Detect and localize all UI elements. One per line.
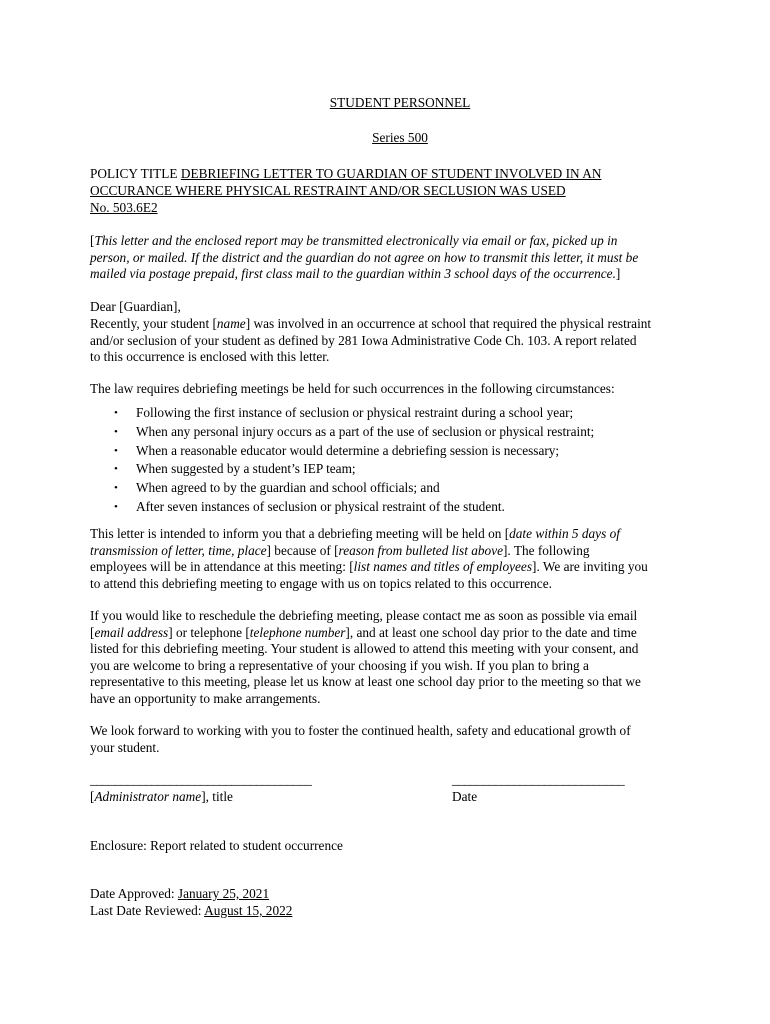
admin-title-text: ], title	[201, 789, 233, 804]
list-item	[90, 442, 594, 461]
paragraph-3-line-2	[90, 543, 648, 560]
paragraph-3	[90, 526, 648, 592]
intro-note-text-3: mailed via postage prepaid, first class mail to the guardian within 3 school days of the occurrence.	[90, 266, 616, 282]
list-item	[90, 479, 594, 498]
salutation: Dear [Guardian],	[90, 299, 181, 314]
p3-text-d: employees will be in attendance at this meeting: [	[90, 559, 354, 575]
policy-title-line-2	[90, 183, 566, 200]
intro-note-line-1	[90, 233, 638, 250]
p1-text-b: ] was involved in an occurrence at school that required the physical restraint	[245, 316, 652, 331]
p1-text-a: Recently, your student [	[90, 316, 217, 331]
p1-field-name: name	[216, 316, 246, 331]
list-item	[90, 423, 594, 442]
p3-text-e: ]. We are inviting you	[532, 559, 648, 575]
intro-note-line-3	[90, 266, 638, 283]
admin-bracket-open: [	[90, 789, 95, 804]
list-item-text: Following the first instance of seclusion or physical restraint during a school year;	[136, 405, 574, 420]
series-heading	[90, 130, 710, 147]
list-item	[90, 460, 594, 479]
document-page	[90, 0, 690, 1024]
paragraph-5-line-1: We look forward to working with you to foster the continued health, safety and educational growth of	[90, 723, 631, 738]
policy-title-text-2: OCCURANCE WHERE PHYSICAL RESTRAINT AND/OR SECLUSION WAS USED	[90, 183, 566, 198]
bullet-icon: •	[114, 425, 118, 438]
p4-text-a: ] or telephone [	[168, 624, 250, 640]
paragraph-3-line-4: to attend this debriefing meeting to engage with us on topics related to this occurrence.	[90, 575, 552, 591]
last-date-reviewed-label: Last Date Reviewed:	[90, 903, 205, 918]
list-item	[90, 498, 594, 517]
last-date-reviewed	[90, 903, 292, 920]
p4-field-email: email address	[94, 624, 169, 640]
date-approved-value: January 25, 2021	[177, 886, 270, 901]
bracket-close: ]	[615, 266, 621, 282]
p4-bracket-open: [	[90, 624, 95, 640]
paragraph-5	[90, 723, 631, 756]
list-item-text: When any personal injury occurs as a part of the use of seclusion or physical restraint;	[136, 423, 595, 439]
paragraph-3-line-3	[90, 559, 648, 576]
paragraph-1	[90, 316, 651, 366]
paragraph-2-intro: The law requires debriefing meetings be held for such occurrences in the following circumstances:	[90, 381, 615, 396]
list-item-text: After seven instances of seclusion or physical restraint of the student.	[136, 498, 505, 514]
p4-text-b: ], and at least one school day prior to the date and time	[345, 624, 637, 640]
list-item-text: When a reasonable educator would determine a debriefing session is necessary;	[136, 442, 560, 458]
date-label: Date	[452, 789, 478, 804]
date-approved-label: Date Approved:	[90, 886, 178, 901]
list-item-text: When suggested by a student’s IEP team;	[136, 461, 356, 477]
intro-note	[90, 233, 638, 283]
bullet-icon: •	[114, 482, 118, 495]
p3-text-a: This letter is intended to inform you that a debriefing meeting will be held on [	[90, 526, 510, 541]
paragraph-5-line-2: your student.	[90, 739, 160, 755]
last-date-reviewed-value: August 15, 2022	[204, 903, 293, 918]
policy-title-label: POLICY TITLE	[90, 166, 181, 181]
administrator-signature-label	[90, 789, 233, 806]
circumstances-list	[90, 404, 594, 517]
paragraph-4-line-5: representative to this meeting, please let us know at least one school day prior to the meeting so that we	[90, 674, 641, 690]
p3-text-b: ] because of [	[266, 542, 339, 558]
signature-line-right: ____________________________	[452, 772, 625, 787]
bullet-icon: •	[114, 407, 118, 419]
p3-field-reason: reason from bulleted list above	[338, 542, 503, 558]
section-heading	[90, 95, 710, 112]
admin-name-field: Administrator name	[94, 789, 202, 804]
enclosure-note: Enclosure: Report related to student occurrence	[90, 838, 343, 853]
p4-field-phone: telephone number	[249, 624, 346, 640]
policy-title-text-1: DEBRIEFING LETTER TO GUARDIAN OF STUDENT INVOLVED IN AN	[180, 166, 602, 181]
intro-note-line-2: person, or mailed. If the district and the guardian do not agree on how to transmit this letter, it must be	[90, 249, 639, 265]
list-item	[90, 404, 594, 423]
paragraph-1-line-3: to this occurrence is enclosed with this letter.	[90, 349, 330, 365]
paragraph-4-line-6: have an opportunity to make arrangements.	[90, 690, 321, 706]
paragraph-4-line-2	[90, 625, 641, 642]
list-item-text: When agreed to by the guardian and school officials; and	[136, 480, 440, 496]
paragraph-4	[90, 608, 641, 708]
p3-field-employees: list names and titles of employees	[353, 559, 533, 575]
paragraph-4-line-3: listed for this debriefing meeting. Your student is allowed to attend this meeting with your consent, and	[90, 641, 639, 657]
bullet-icon: •	[114, 463, 118, 476]
paragraph-3-line-1	[90, 526, 648, 543]
bullet-icon: •	[114, 500, 118, 513]
bullet-icon: •	[114, 444, 118, 457]
p3-text-c: ]. The following	[503, 542, 590, 558]
paragraph-1-line-2: and/or seclusion of your student as defined by 281 Iowa Administrative Code Ch. 103. A report related	[90, 332, 637, 348]
policy-number-text: No. 503.6E2	[90, 200, 158, 215]
p3-field-transmission: transmission of letter, time, place	[90, 542, 267, 558]
p3-field-date: date within 5 days of	[509, 526, 620, 541]
intro-note-text-1: This letter and the enclosed report may be transmitted electronically via email or fax, picked up in	[94, 233, 618, 248]
signature-line-left: ____________________________________	[90, 772, 312, 787]
series-heading-text: Series 500	[372, 130, 428, 145]
paragraph-4-line-4: you are welcome to bring a representative of your choosing if you wish. If you plan to bring a	[90, 657, 589, 673]
paragraph-4-line-1: If you would like to reschedule the debriefing meeting, please contact me as soon as possible via email	[90, 608, 638, 623]
paragraph-1-line-1	[90, 316, 651, 333]
policy-title-line-1	[90, 166, 601, 183]
section-heading-text: STUDENT PERSONNEL	[329, 95, 471, 110]
date-approved	[90, 886, 269, 903]
bracket-open: [	[90, 233, 95, 248]
policy-number	[90, 200, 158, 217]
